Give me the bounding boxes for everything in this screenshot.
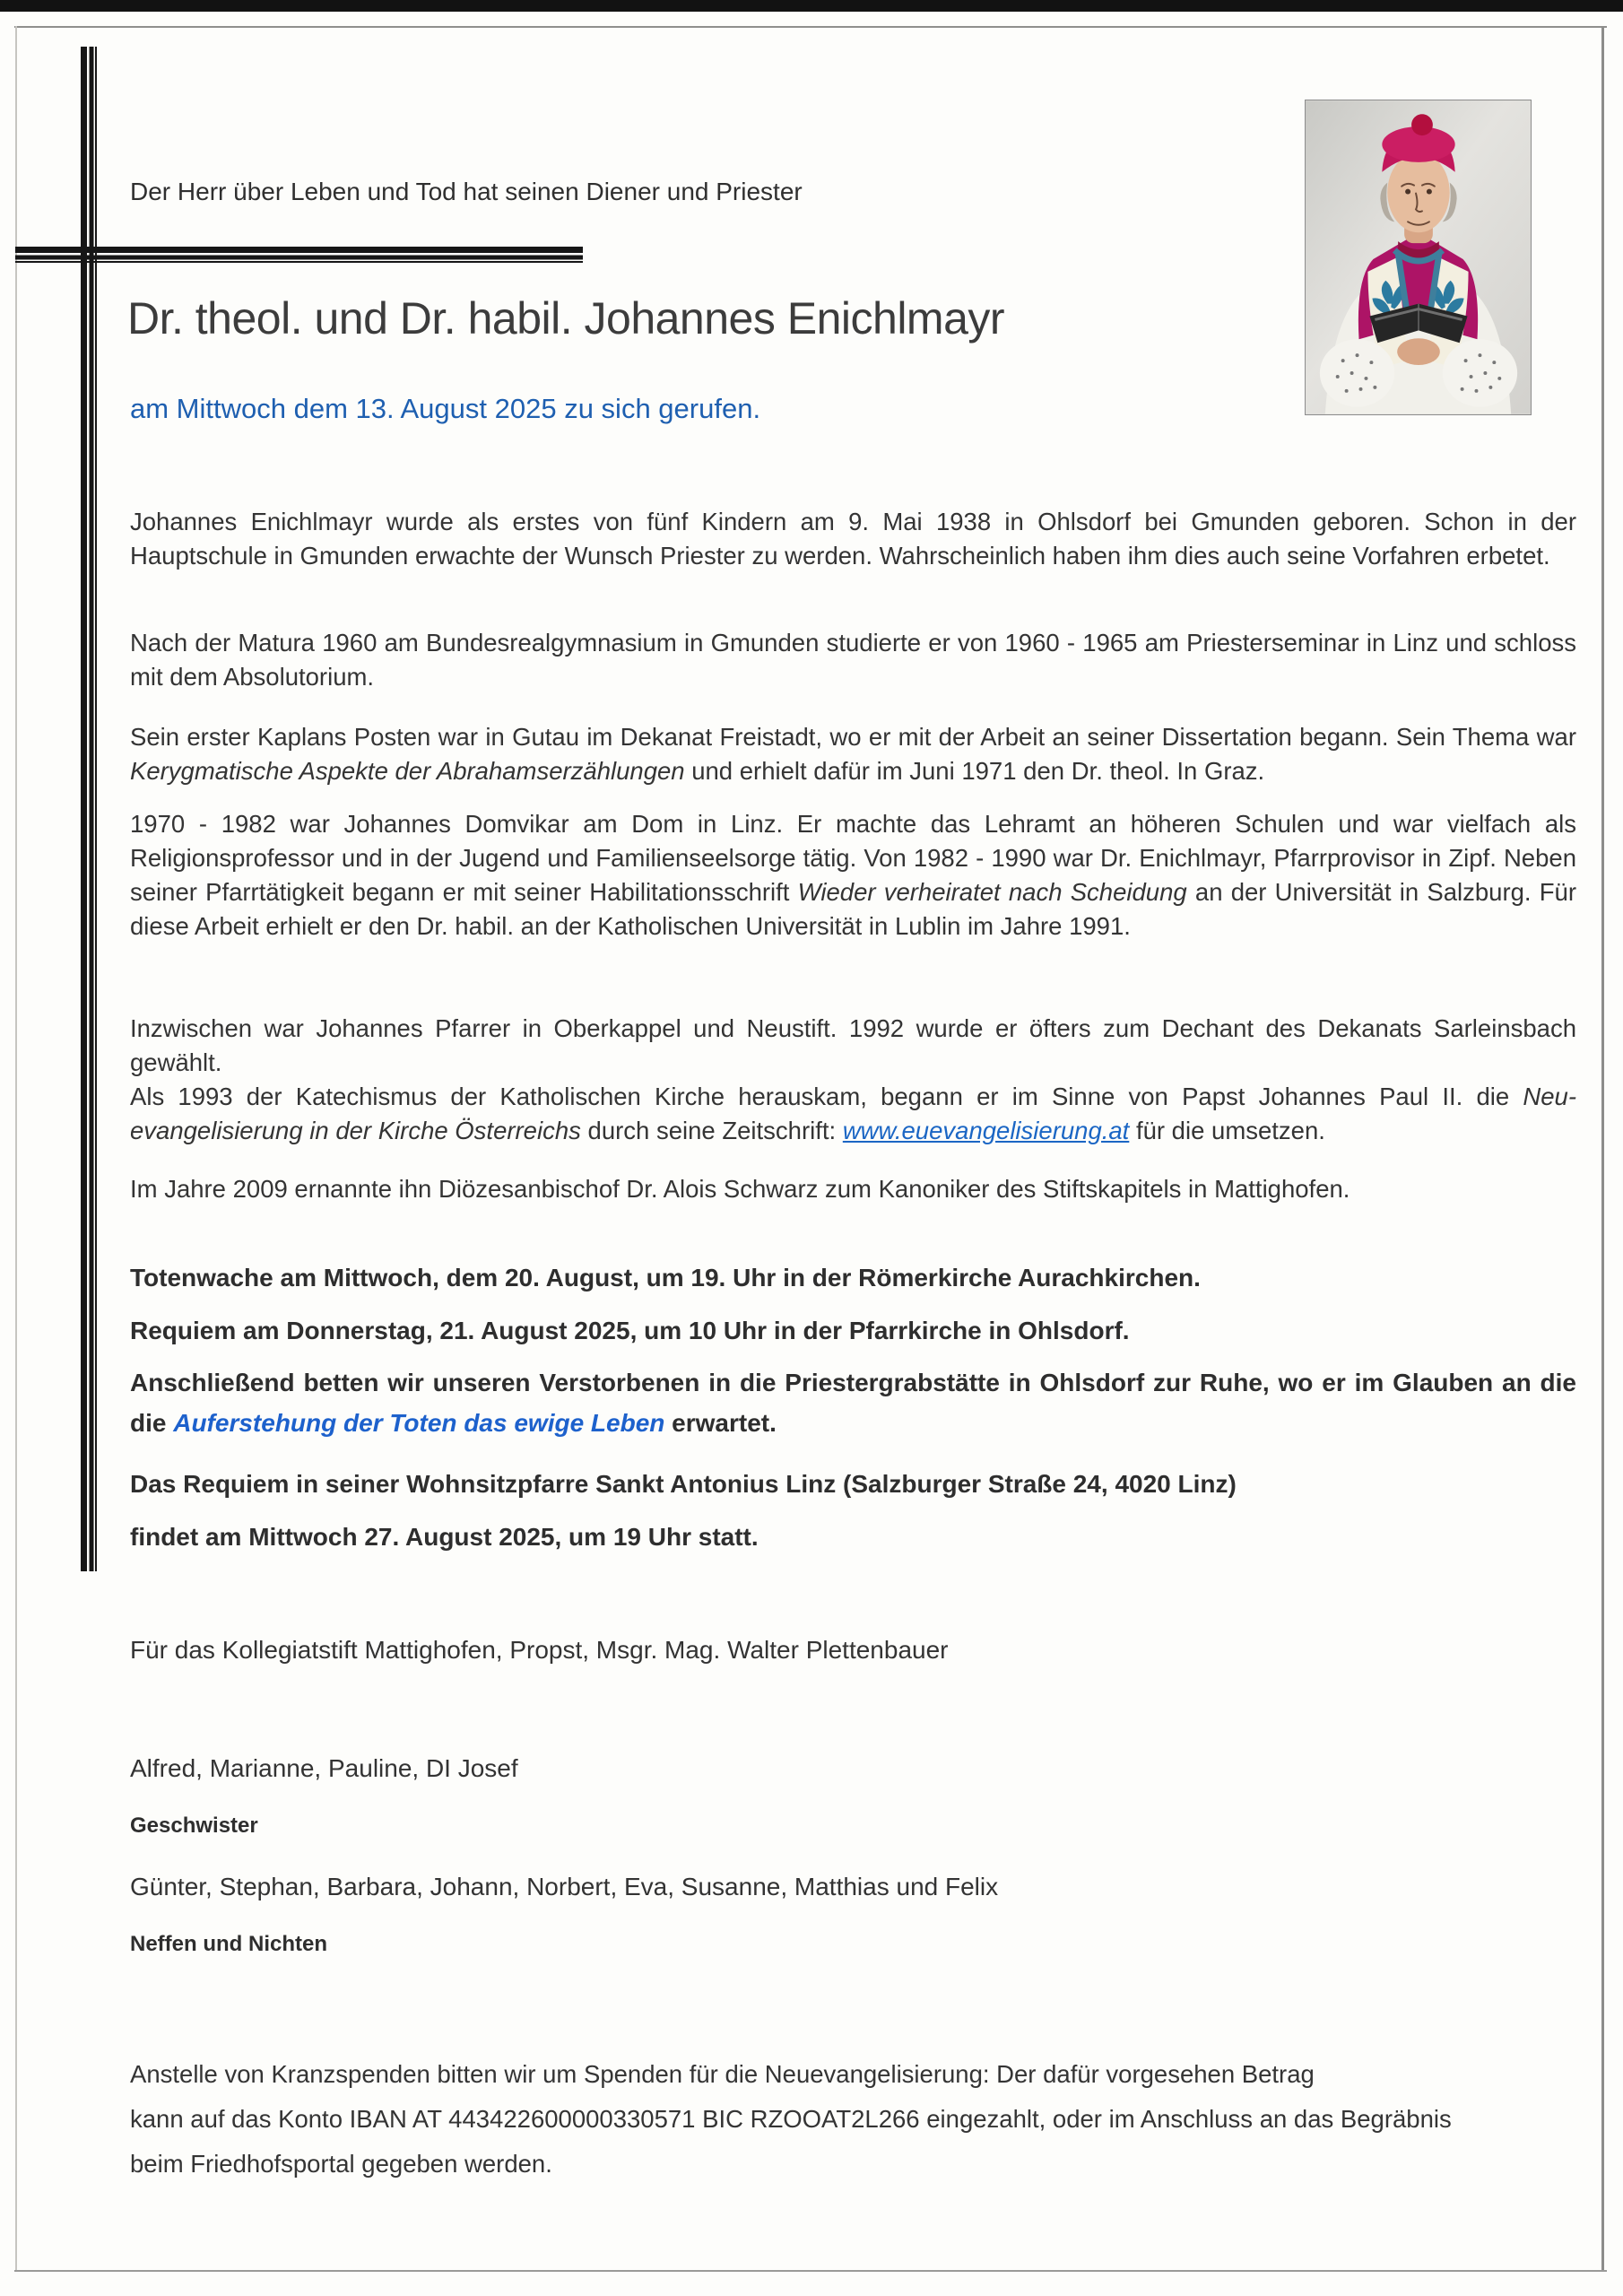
biography-paragraph-kanoniker: [130, 1172, 1576, 1206]
biography-paragraph-pfarrer: [130, 1012, 1576, 1148]
announcement-requiem-linz: [130, 1464, 1576, 1504]
text-segment: an der Universität in Salzburg. Für diese Arbeit erhielt er den Dr. habil. an der Katholischen Universität in Lublin im Jahre 1991.: [130, 878, 1577, 940]
scan-top-bar: [0, 0, 1623, 12]
memorial-cross-vertical-line: [81, 47, 97, 1571]
text-segment: Auferstehung der Toten das ewige Leben: [173, 1409, 665, 1437]
text-segment: durch seine Zeitschrift:: [580, 1117, 843, 1144]
announcement-totenwache: [130, 1257, 1576, 1298]
deceased-name: Dr. theol. und Dr. habil. Johannes Enichlmayr: [127, 293, 1005, 344]
death-date-line: am Mittwoch dem 13. August 2025 zu sich gerufen.: [130, 393, 761, 424]
announcement-requiem-linz-date: [130, 1517, 1576, 1557]
text-segment: für die umsetzen.: [1129, 1117, 1325, 1144]
text-segment: Requiem am Donnerstag, 21. August 2025, um 10 Uhr in der Pfarrkirche in Ohlsdorf.: [130, 1317, 1130, 1344]
biography-paragraph-birth: [130, 505, 1576, 573]
text-segment: Im Jahre 2009 ernannte ihn Diözesanbischof Dr. Alois Schwarz zum Kanoniker des Stiftskapitels in Mattighofen.: [130, 1175, 1350, 1203]
text-segment: Anstelle von Kranzspenden bitten wir um Spenden für die Neuevangelisierung: Der dafür vorgesehen Betrag: [130, 2060, 1315, 2088]
memorial-cross-horizontal-line: [15, 247, 583, 263]
page-border-bottom: [14, 2270, 1607, 2272]
text-segment: Sein erster Kaplans Posten war in Gutau im Dekanat Freistadt, wo er mit der Arbeit an seiner Dissertation begann. Sein Thema war: [130, 723, 1576, 751]
zeitschrift-link[interactable]: www.euevangelisierung.at: [842, 1117, 1130, 1144]
page-border-top: [14, 26, 1607, 28]
text-segment: Als 1993 der Katechismus der Katholischen Kirche herauskam, begann er im Sinne von Papst Johannes Paul II. die: [130, 1083, 1523, 1110]
text-segment: Das Requiem in seiner Wohnsitzpfarre Sankt Antonius Linz (Salzburger Straße 24, 4020 Linz): [130, 1470, 1237, 1498]
announcement-requiem: [130, 1310, 1576, 1351]
text-segment: Inzwischen war Johannes Pfarrer in Oberkappel und Neustift. 1992 wurde er öfters zum Dechant des Dekanats Sarleinsbach gewählt.: [130, 1014, 1576, 1076]
intro-line: Der Herr über Leben und Tod hat seinen Diener und Priester: [130, 178, 803, 205]
text-segment: findet am Mittwoch 27. August 2025, um 19 Uhr statt.: [130, 1523, 759, 1551]
page-border-right: [1601, 26, 1604, 2272]
announcement-burial: [130, 1362, 1576, 1443]
biography-paragraph-domvikar: [130, 807, 1576, 944]
text-segment: 1970 - 1982 war Johannes Domvikar am Dom in Linz. Er machte das Lehramt an höheren Schulen und war vielfach als Religionsprofessor und in der Jugend und Familienseelsorge tätig. Von 1982 - 1990 war Dr. Enichlmayr, Pfarrprovisor in Zipf. Neben seiner Pfarrtätigkeit begann er mit seiner Habilitationsschrift: [130, 810, 1576, 906]
nieces-nephews-names: Günter, Stephan, Barbara, Johann, Norbert, Eva, Susanne, Matthias und Felix: [130, 1873, 999, 1900]
biography-paragraph-kaplan: [130, 720, 1576, 788]
priest-portrait-illustration: [1306, 100, 1531, 414]
biography-paragraph-matura: [130, 626, 1576, 694]
siblings-names: Alfred, Marianne, Pauline, DI Josef: [130, 1754, 518, 1782]
text-segment: beim Friedhofsportal gegeben werden.: [130, 2150, 552, 2178]
collegiate-signature-line: Für das Kollegiatstift Mattighofen, Propst, Msgr. Mag. Walter Plettenbauer: [130, 1636, 949, 1664]
donation-note: [130, 2052, 1576, 2187]
text-segment: Totenwache am Mittwoch, dem 20. August, um 19. Uhr in der Römerkirche Aurachkirchen.: [130, 1264, 1201, 1292]
siblings-label: Geschwister: [130, 1813, 258, 1838]
text-segment: Wieder verheiratet nach Scheidung: [797, 878, 1187, 906]
text-segment: und erhielt dafür im Juni 1971 den Dr. theol. In Graz.: [684, 757, 1265, 785]
text-segment: Anschließend betten wir unseren Verstorbenen in die Priestergrabstätte in Ohlsdorf zur Ruhe, wo er im Glauben an die die: [130, 1369, 1576, 1437]
text-segment: Neu-evangelisierung in der Kirche Österreichs: [130, 1083, 1576, 1144]
text-segment: Kerygmatische Aspekte der Abrahamserzählungen: [130, 757, 685, 785]
deceased-photo: [1305, 100, 1532, 415]
text-segment: erwartet.: [664, 1409, 777, 1437]
page-border-left: [15, 26, 17, 2272]
text-segment: Johannes Enichlmayr wurde als erstes von fünf Kindern am 9. Mai 1938 in Ohlsdorf bei Gmunden geboren. Schon in der Hauptschule in Gmunden erwachte der Wunsch Priester zu werden. Wahrscheinlich haben ihm dies auch seine Vorfahren erbetet.: [130, 508, 1576, 570]
nieces-nephews-label: Neffen und Nichten: [130, 1932, 327, 1956]
text-segment: Nach der Matura 1960 am Bundesrealgymnasium in Gmunden studierte er von 1960 - 1965 am Priesterseminar in Linz und schloss mit dem Absolutorium.: [130, 629, 1576, 691]
text-segment: kann auf das Konto IBAN AT 443422600000330571 BIC RZOOAT2L266 eingezahlt, oder im Anschluss an das Begräbnis: [130, 2105, 1452, 2133]
